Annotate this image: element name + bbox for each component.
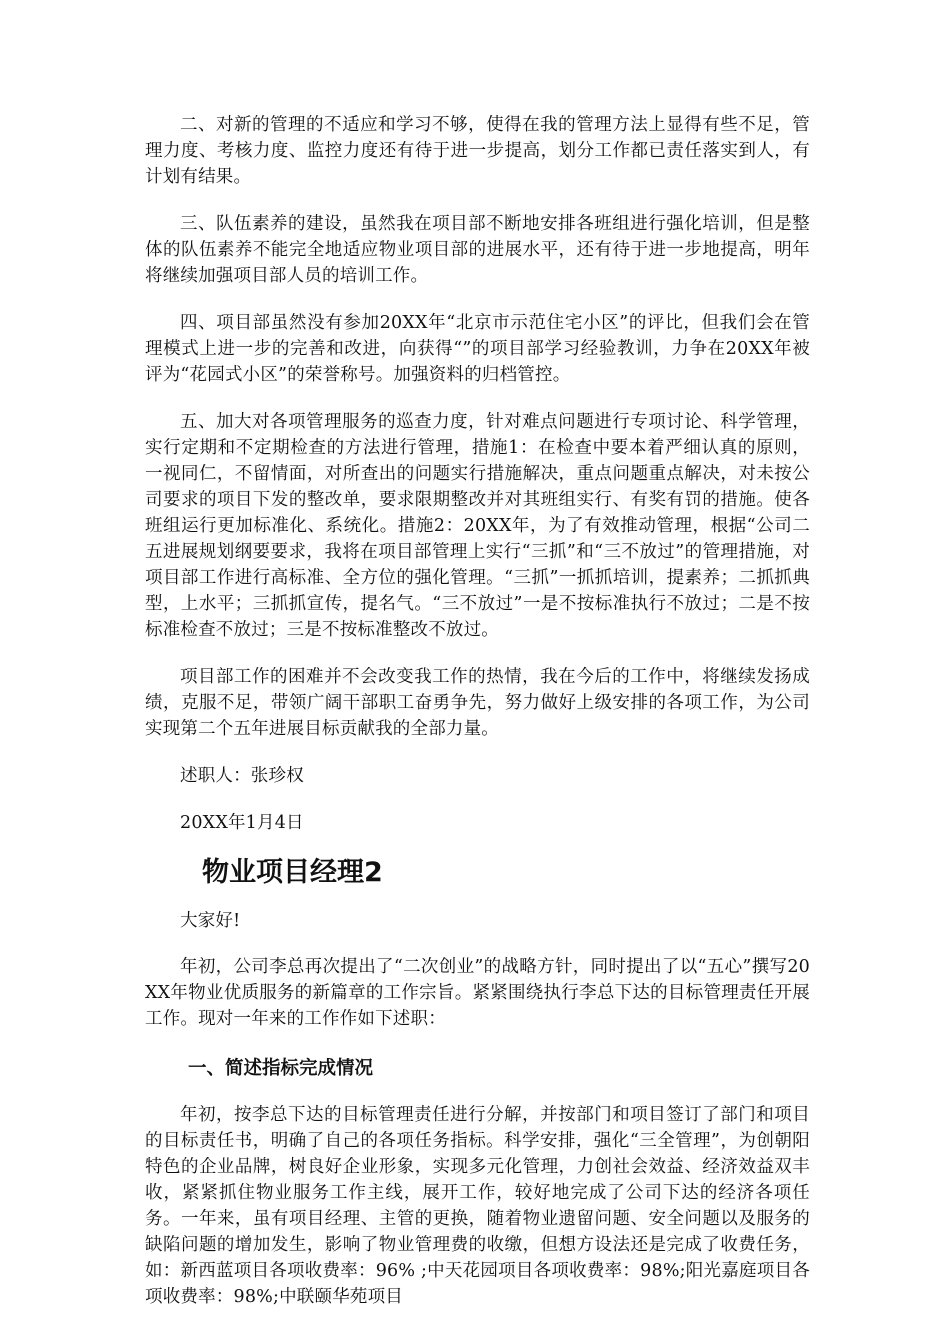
paragraph-closing: 项目部工作的困难并不会改变我工作的热情，我在今后的工作中，将继续发扬成绩，克服不足，带领广阔干部职工奋勇争先，努力做好上级安排的各项工作，为公司实现第二个五年进展目标贡献我的全部力量。 [145,667,810,739]
section-title: 物业项目经理2 [202,857,383,888]
paragraph-five: 五、加大对各项管理服务的巡查力度，针对难点问题进行专项讨论、科学管理，实行定期和不定期检查的方法进行管理，措施1：在检查中要本着严细认真的原则，一视同仁，不留情面，对所查出的问题实行措施解决，重点问题重点解决，对未按公司要求的项目下发的整改单，要求限期整改并对其班组实行、有奖有罚的措施。使各班组运行更加标准化、系统化。措施2：20XX年，为了有效推动管理，根据“公司二五进展规划纲要要求，我将在项目部管理上实行“三抓”和“三不放过”的管理措施，对项目部工作进行高标准、全方位的强化管理。“三抓”一抓抓培训，提素养；二抓抓典型，上水平；三抓抓宣传，提名气。“三不放过”一是不按标准执行不放过；二是不按标准检查不放过；三是不按标准整改不放过。 [145,412,810,640]
document-page [145,112,810,1310]
intro-paragraph: 年初，公司李总再次提出了“二次创业”的战略方针，同时提出了以“五心”撰写20XX年物业优质服务的新篇章的工作宗旨。紧紧围绕执行李总下达的目标管理责任开展工作。现对一年来的工作作如下述职： [145,957,810,1029]
paragraph-two: 二、对新的管理的不适应和学习不够，使得在我的管理方法上显得有些不足，管理力度、考核力度、监控力度还有待于进一步提高，划分工作都已责任落实到人，有计划有结果。 [145,115,810,187]
signer-line: 述职人：张珍权 [180,766,304,786]
greeting-line: 大家好! [180,911,241,931]
paragraph-four: 四、项目部虽然没有参加20XX年“北京市示范住宅小区”的评比，但我们会在管理模式上进一步的完善和改进，向获得“”的项目部学习经验教训，力争在20XX年被评为“花园式小区”的荣誉称号。加强资料的归档管控。 [145,313,810,385]
subsection-heading: 一、简述指标完成情况 [188,1058,374,1079]
date-line: 20XX年1月4日 [180,813,304,833]
subsection-body: 年初，按李总下达的目标管理责任进行分解，并按部门和项目签订了部门和项目的目标责任书，明确了自己的各项任务指标。科学安排，强化“三全管理”，为创朝阳特色的企业品牌，树良好企业形象，实现多元化管理，力创社会效益、经济效益双丰收，紧紧抓住物业服务工作主线，展开工作，较好地完成了公司下达的经济各项任务。一年来，虽有项目经理、主管的更换，随着物业遗留问题、安全问题以及服务的缺陷问题的增加发生，影响了物业管理费的收缴，但想方设法还是完成了收费任务，如：新西蓝项目各项收费率：96% ;中天花园项目各项收费率：98%;阳光嘉庭项目各项收费率：98%;中联颐华苑项目 [145,1105,810,1307]
paragraph-three: 三、队伍素养的建设，虽然我在项目部不断地安排各班组进行强化培训，但是整体的队伍素养不能完全地适应物业项目部的进展水平，还有待于进一步地提高，明年将继续加强项目部人员的培训工作。 [145,214,810,286]
